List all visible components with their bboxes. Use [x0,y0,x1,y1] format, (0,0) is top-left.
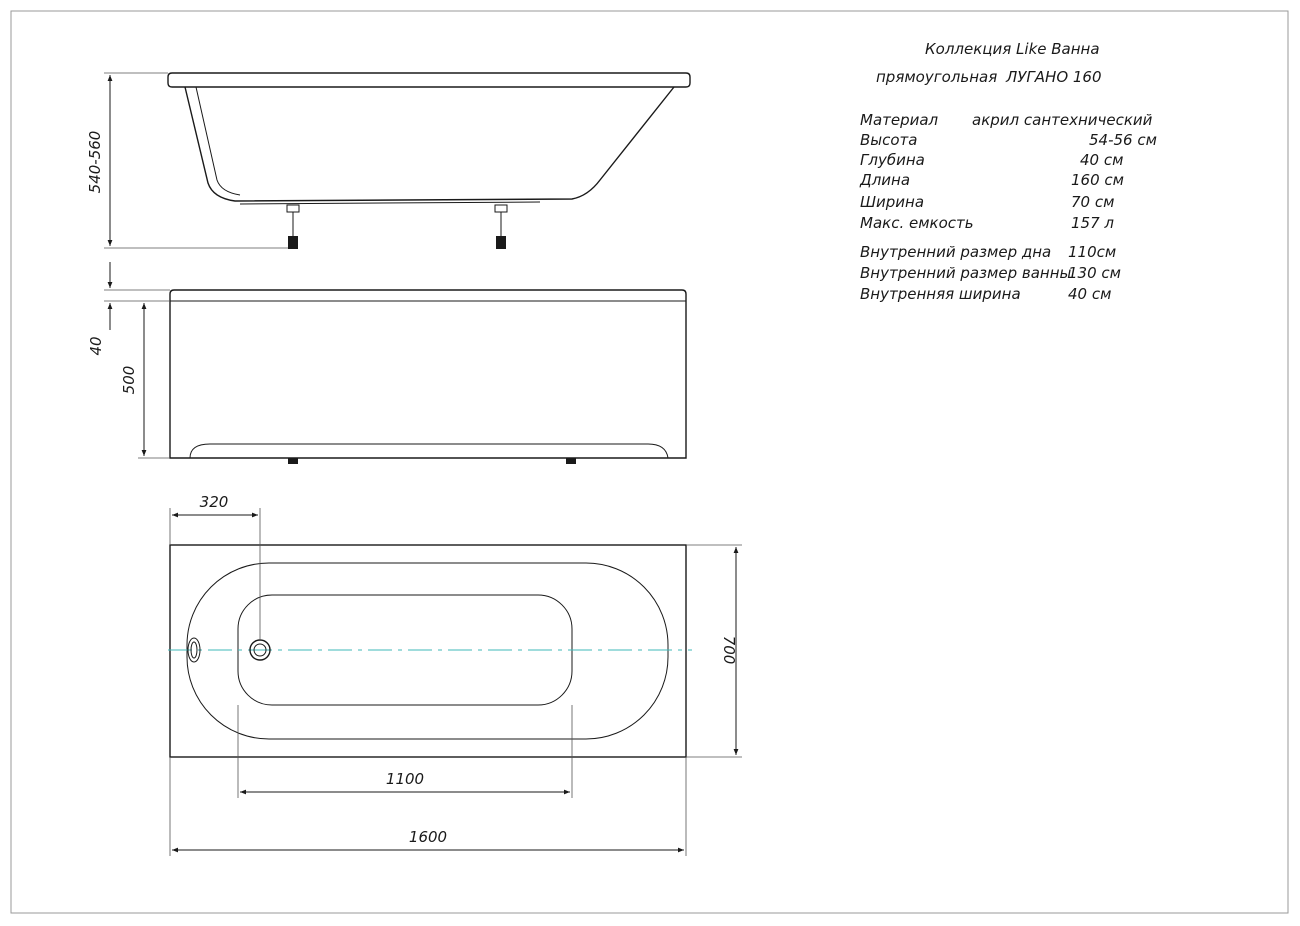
leg-right [495,205,507,249]
front-panel-view [87,262,686,464]
panel-outline [170,290,686,458]
dim-label-drain: 320 [199,493,229,511]
dim-label-height: 540-560 [86,130,104,194]
panel-foot-right [566,458,576,464]
spec-label-width: Ширина [860,193,925,211]
spec-label-material: Материал [860,111,939,129]
inner-spec-value-tub: 130 см [1068,264,1121,282]
dim-label-bottom: 1100 [385,770,425,788]
tub-body-outline [185,87,674,201]
panel-bottom-curve [190,444,668,458]
dim-label-rim: 40 [87,336,105,356]
spec-value-depth: 40 см [1080,151,1124,169]
spec-value-capacity: 157 л [1071,214,1114,232]
inner-spec-label-width: Внутренняя ширина [860,285,1021,303]
spec-label-depth: Глубина [860,151,925,169]
inner-spec-label-bottom: Внутренний размер дна [860,243,1052,261]
dim-label-width: 700 [720,635,738,665]
tub-bottom-base [240,202,540,204]
inner-spec-value-bottom: 110см [1068,243,1117,261]
tub-rim [168,73,690,87]
inner-spec-value-width: 40 см [1068,285,1112,303]
top-plan-view [168,493,742,856]
title-collection: Коллекция Like Ванна [925,40,1100,58]
spec-value-width: 70 см [1071,193,1115,211]
spec-value-length: 160 см [1071,171,1124,189]
plan-inner-bowl [187,563,668,739]
spec-label-capacity: Макс. емкость [860,214,974,232]
side-section-view [86,73,690,249]
title-shape: прямоугольная [876,68,998,86]
spec-label-height: Высота [860,131,918,149]
plan-outer-rim [170,545,686,757]
spec-value-material: акрил сантехнический [972,111,1153,129]
spec-label-length: Длина [860,171,911,189]
tub-inner-line [196,87,240,195]
dim-label-total: 1600 [408,828,448,846]
panel-foot-left [288,458,298,464]
inner-spec-label-tub: Внутренний размер ванны [860,264,1072,282]
spec-value-height: 54-56 см [1089,131,1157,149]
title-model: ЛУГАНО 160 [1006,68,1102,86]
leg-left [287,205,299,249]
dim-label-panel: 500 [120,365,138,395]
